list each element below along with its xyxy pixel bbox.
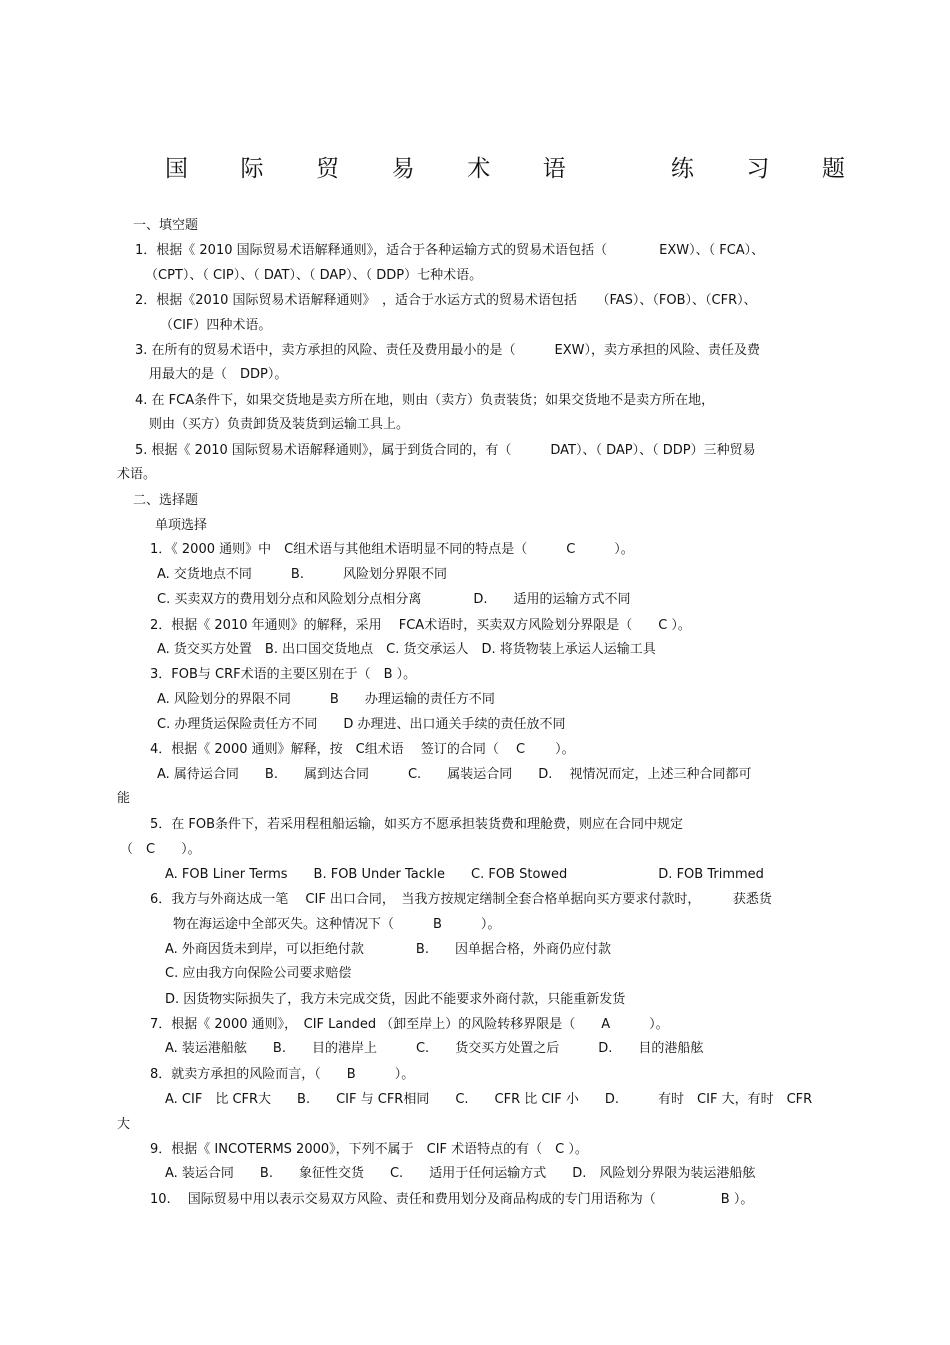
section-heading-choice: 二、选择题: [133, 493, 199, 508]
question-line: 6．我方与外商达成一笔 CIF 出口合同， 当我方按规定缮制全套合格单据向买方要求付款时， 获悉货: [150, 892, 772, 907]
question-line: 9．根据《 INCOTERMS 2000》，下列不属于 CIF 术语特点的有（ C ）。: [150, 1142, 588, 1157]
question-line: 物在海运途中全部灭失。这种情况下（ B ）。: [173, 917, 501, 932]
title-char: 国: [165, 156, 188, 182]
option-line: A. 货交买方处置 B. 出口国交货地点 C. 货交承运人 D. 将货物装上承运人运输工具: [157, 642, 656, 657]
question-line: （CIF）四种术语。: [160, 318, 272, 333]
question-line: 8．就卖方承担的风险而言，（ B ）。: [150, 1067, 415, 1082]
question-line: 术语。: [117, 467, 157, 482]
question-line: 则由（买方）负责卸货及装货到运输工具上。: [149, 417, 410, 432]
question-line: 7．根据《 2000 通则》， CIF Landed （卸至岸上）的风险转移界限是（ A ）。: [150, 1017, 669, 1032]
option-line: A. 风险划分的界限不同 B 办理运输的责任方不同: [157, 692, 495, 707]
question-line: 10. 国际贸易中用以表示交易双方风险、责任和费用划分及商品构成的专门用语称为（ B ）。: [150, 1192, 754, 1207]
option-line: A. FOB Liner Terms B. FOB Under Tackle C. FOB Stowed D. FOB Trimmed: [165, 867, 764, 882]
option-line: A. 装运合同 B. 象征性交货 C. 适用于任何运输方式 D. 风险划分界限为装运港船舷: [165, 1166, 756, 1181]
title-char: 题: [821, 156, 845, 182]
question-line: 用最大的是（ DDP）。: [149, 367, 288, 382]
question-line: 1．《 2000 通则》中 C组术语与其他组术语明显不同的特点是（ C ）。: [150, 542, 634, 557]
option-line: C. 应由我方向保险公司要求赔偿: [165, 966, 352, 981]
option-line: 能: [117, 791, 131, 806]
option-line: 大: [117, 1117, 131, 1132]
subsection-heading-single-choice: 单项选择: [155, 518, 208, 533]
title-char: 语: [542, 156, 566, 182]
option-line: A. 装运港船舷 B. 目的港岸上 C. 货交买方处置之后 D. 目的港船舷: [165, 1041, 704, 1056]
question-line: 4. 在 FCA条件下，如果交货地是卖方所在地，则由（卖方）负责装货；如果交货地不是卖方所在地，: [135, 393, 715, 408]
question-line: 2．根据《2010 国际贸易术语解释通则》 ，适合于水运方式的贸易术语包括 （FAS）、（FOB）、（CFR）、: [135, 293, 757, 308]
option-line: A. 交货地点不同 B. 风险划分界限不同: [157, 567, 447, 582]
question-line: 2．根据《 2010 年通则》的解释，采用 FCA术语时，买卖双方风险划分界限是（ C ）。: [150, 618, 691, 633]
title-char: 易: [391, 156, 415, 182]
title-char: 习: [746, 156, 770, 182]
option-line: D. 因货物实际损失了，我方未完成交货，因此不能要求外商付款，只能重新发货: [165, 992, 626, 1007]
question-line: 1．根据《 2010 国际贸易术语解释通则》，适合于各种运输方式的贸易术语包括（ EXW）、（ FCA）、: [135, 243, 765, 258]
option-line: A. 属待运合同 B. 属到达合同 C. 属装运合同 D. 视情况而定，上述三种合同都可: [157, 767, 752, 782]
question-line: 5. 根据《 2010 国际贸易术语解释通则》，属于到货合同的，有（ DAT）、（ DAP）、（ DDP）三种贸易: [135, 443, 756, 458]
question-line: （CPT）、（ CIP）、（ DAT）、（ DAP）、（ DDP）七种术语。: [145, 268, 483, 283]
question-line: （ C ）。: [120, 842, 201, 857]
title-char: 际: [240, 156, 264, 182]
option-line: C. 办理货运保险责任方不同 D 办理进、出口通关手续的责任放不同: [157, 717, 566, 732]
section-heading-fill-blank: 一、填空题: [133, 218, 199, 233]
title-char: 贸: [316, 156, 340, 182]
question-line: 5．在 FOB条件下，若采用程租船运输，如买方不愿承担装货费和理舱费，则应在合同中规定: [150, 817, 684, 832]
option-line: A. CIF 比 CFR大 B. CIF 与 CFR相同 C. CFR 比 CIF 小 D. 有时 CIF 大，有时 CFR: [165, 1092, 813, 1107]
option-line: C. 买卖双方的费用划分点和风险划分点相分离 D. 适用的运输方式不同: [157, 592, 631, 607]
question-line: 3．FOB与 CRF术语的主要区别在于（ B ）。: [150, 667, 417, 682]
title-char: 术: [467, 156, 491, 182]
page-title: [165, 150, 845, 186]
question-line: 4．根据《 2000 通则》解释，按 C组术语 签订的合同（ C ）。: [150, 742, 575, 757]
title-char: 练: [670, 156, 694, 182]
option-line: A. 外商因货未到岸，可以拒绝付款 B. 因单据合格，外商仍应付款: [165, 942, 611, 957]
question-line: 3. 在所有的贸易术语中，卖方承担的风险、责任及费用最小的是（ EXW），卖方承担的风险、责任及费: [135, 343, 761, 358]
